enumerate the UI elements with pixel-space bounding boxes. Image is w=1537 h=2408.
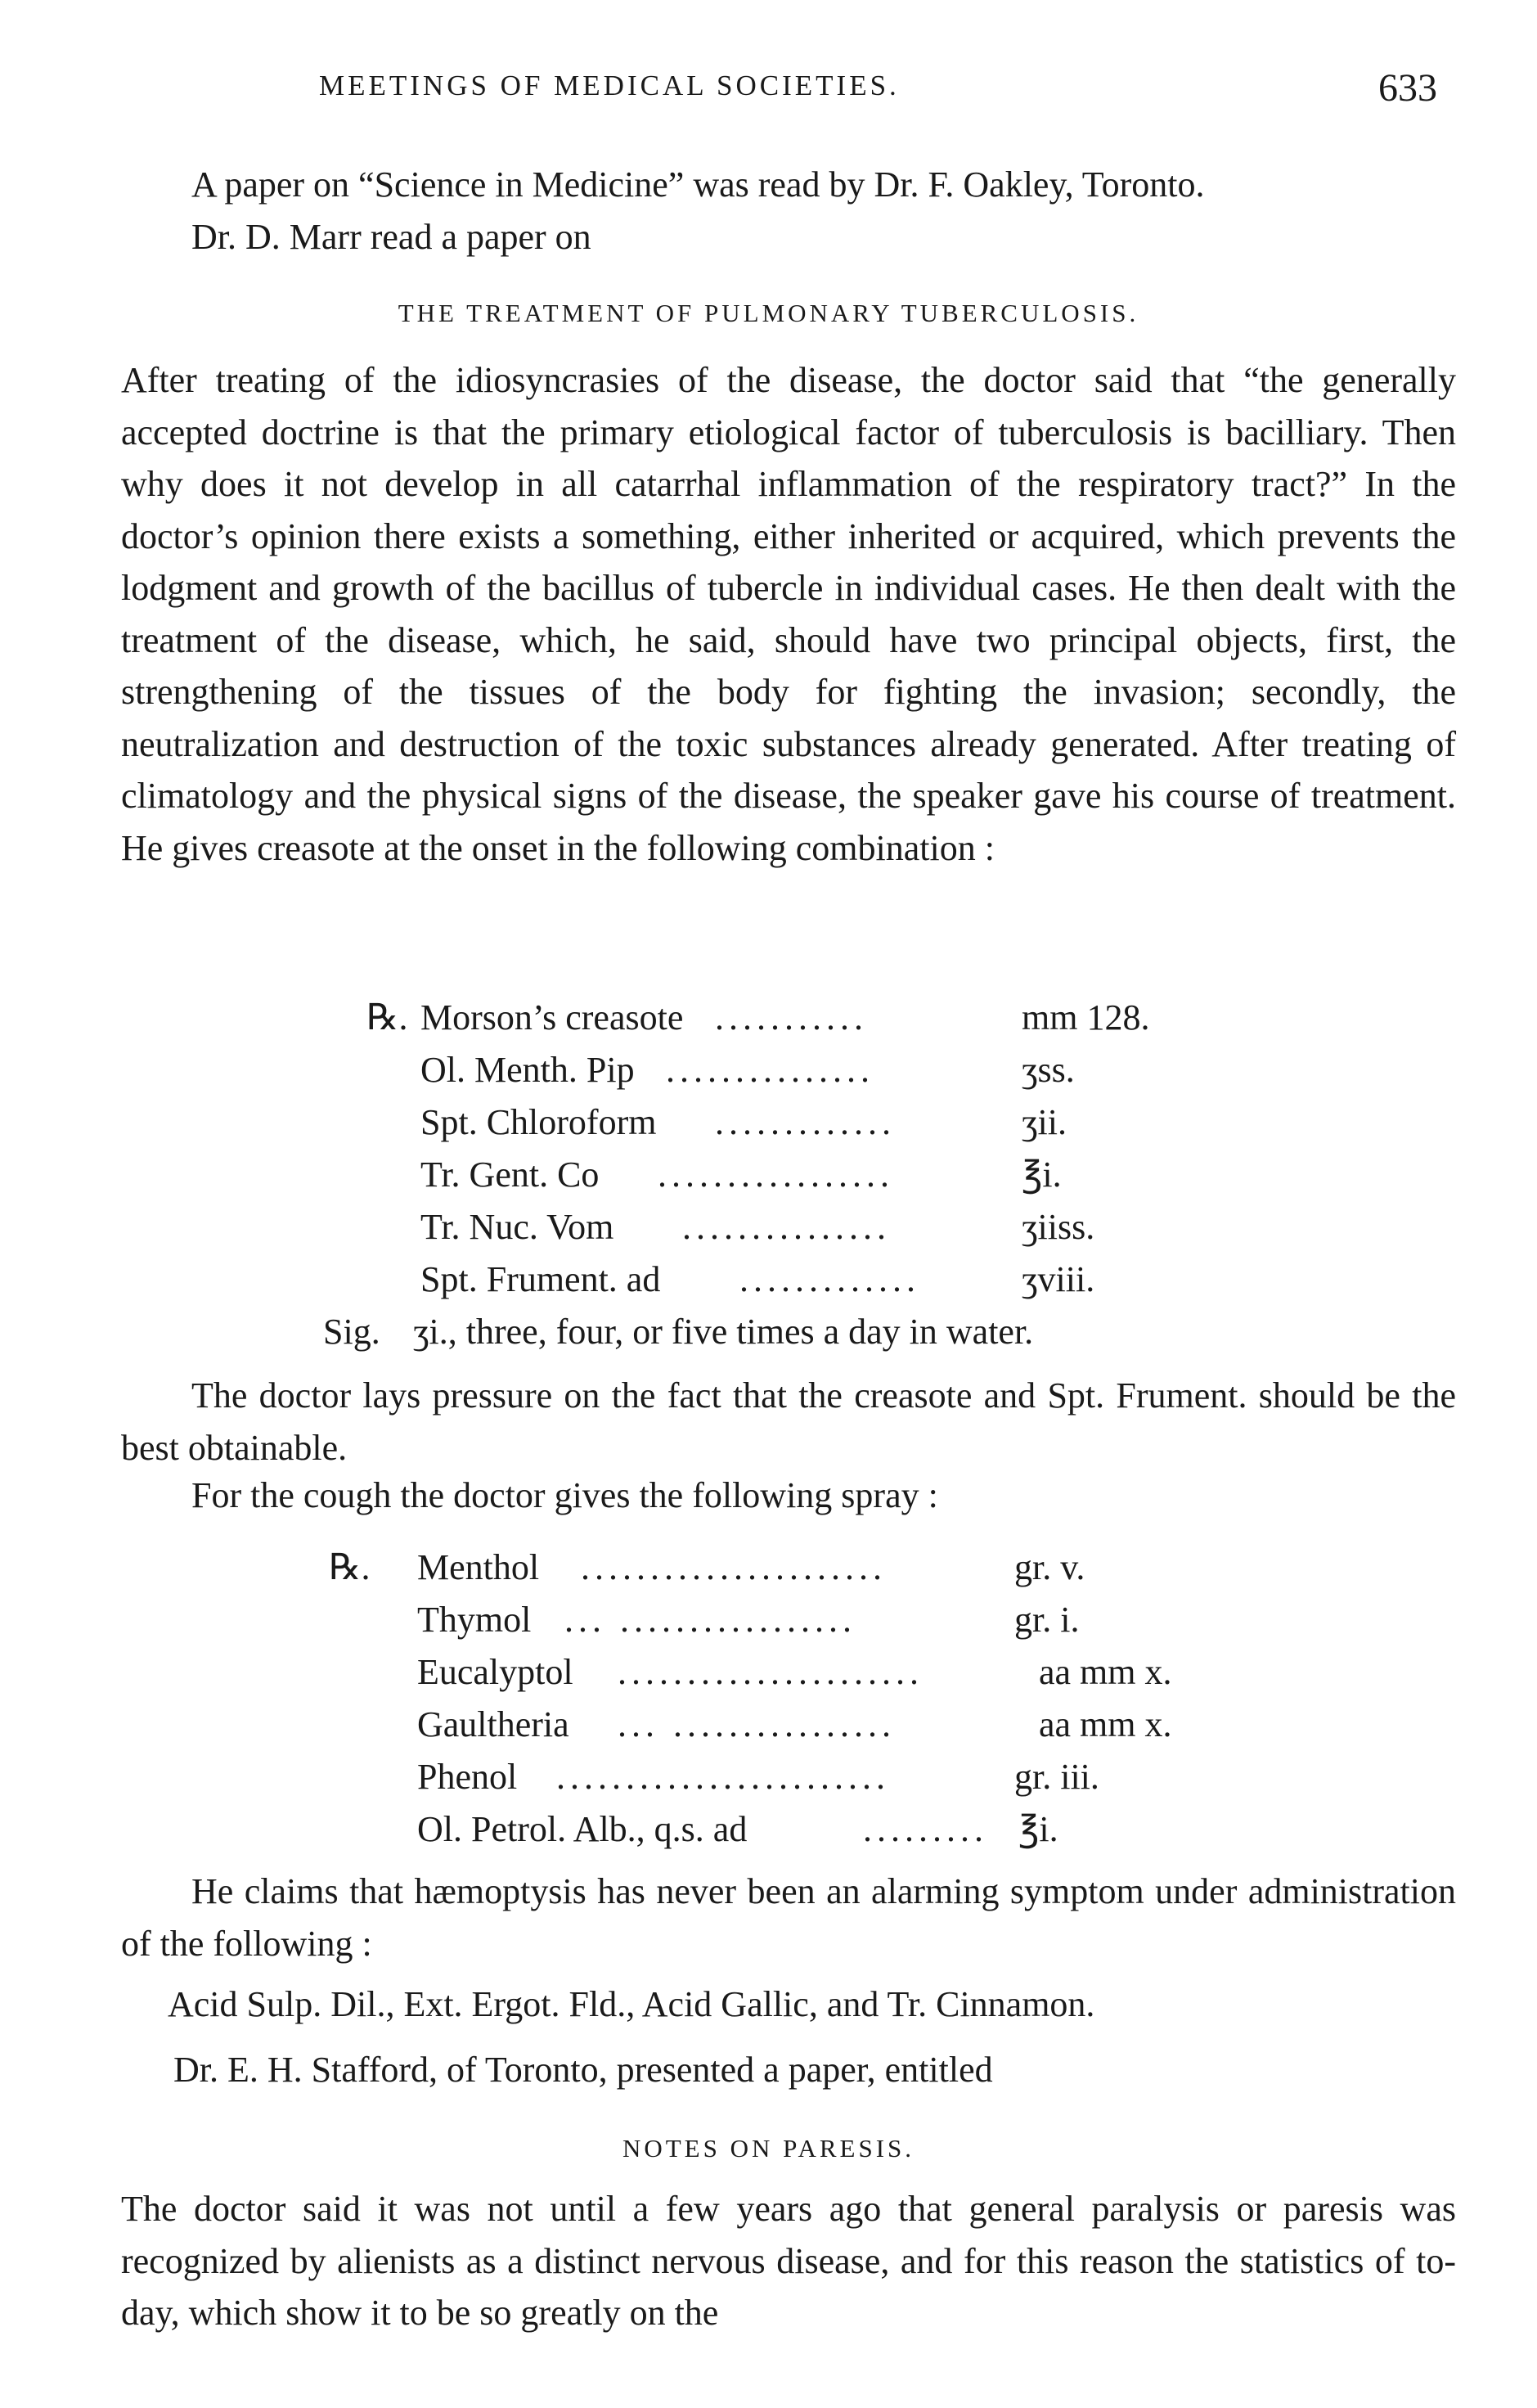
rx-leader-dots: ........................ [556,1757,890,1797]
rx-leader-dots: ...................... [618,1652,924,1692]
rx-symbol-creasote: ℞. [366,997,408,1037]
rx-ingredient: Tr. Gent. Co [420,1154,600,1195]
rx-amount: ℥i. [1022,1154,1062,1195]
rx-leader-dots: ............... [666,1050,874,1090]
rx-leader-dots: ...................... [581,1547,887,1587]
paragraph-haemoptysis: He claims that hæmoptysis has never been an alarming symptom under administration of the following : [121,1871,1456,1964]
rx-leader-dots: ............. [739,1259,920,1299]
rx-item [420,1258,1198,1311]
rx-leader-dots: ... ................ [618,1704,896,1744]
rx-item [417,1599,1194,1651]
page-number: 633 [1378,66,1437,110]
stafford-presentation-line: Dr. E. H. Stafford, of Toronto, presented a paper, entitled [173,2050,993,2090]
rx-amount: gr. i. [1014,1600,1080,1640]
section-heading-tuberculosis: THE TREATMENT OF PULMONARY TUBERCULOSIS. [398,299,1139,327]
rx-item [420,1049,1198,1101]
rx-ingredient: Phenol [417,1757,518,1797]
paragraph-creasote-quality: The doctor lays pressure on the fact that the creasote and Spt. Frument. should be the best obtainable. [121,1375,1456,1468]
rx-leader-dots: ............. [715,1102,896,1142]
rx-item [420,1101,1198,1154]
rx-item [417,1808,1194,1861]
rx-amount: ℥i. [1018,1809,1058,1849]
intro-line-marr: Dr. D. Marr read a paper on [191,217,591,257]
rx-ingredient: Morson’s creasote [420,997,684,1037]
rx-ingredient: Ol. Menth. Pip [420,1050,635,1090]
paragraph-paresis: The doctor said it was not until a few years ago that general paralysis or paresis was recognized by alienists as a distinct nervous disease, and for this reason the statistics of to-day, which show it to be so greatly on the [121,2189,1456,2333]
spray-intro-line: For the cough the doctor gives the following spray : [191,1475,938,1515]
rx-ingredient: Tr. Nuc. Vom [420,1207,614,1247]
rx-ingredient: Menthol [417,1547,540,1587]
rx-amount: gr. v. [1014,1547,1085,1587]
rx-item [417,1704,1194,1756]
rx-item [417,1756,1194,1808]
section-heading-paresis: NOTES ON PARESIS. [622,2134,915,2163]
rx-leader-dots: ........... [715,997,868,1037]
rx-amount: gr. iii. [1014,1757,1099,1797]
rx-signa-label: Sig. [323,1312,380,1352]
running-head: MEETINGS OF MEDICAL SOCIETIES. [319,70,900,101]
rx-amount: ʒss. [1022,1050,1075,1090]
rx-item [420,1206,1198,1258]
rx-item [417,1546,1194,1599]
rx-leader-dots: ................. [658,1154,894,1195]
rx-item [420,997,1198,1049]
haemoptysis-remedies-line: Acid Sulp. Dil., Ext. Ergot. Fld., Acid Gallic, and Tr. Cinnamon. [168,1984,1095,2024]
rx-amount: ʒviii. [1022,1259,1095,1299]
rx-amount: ʒiiss. [1022,1207,1095,1247]
rx-ingredient: Spt. Chloroform [420,1102,657,1142]
rx-amount: aa mm x. [1039,1652,1172,1692]
rx-ingredient: Eucalyptol [417,1652,573,1692]
paragraph-tuberculosis-treatment: After treating of the idiosyncrasies of the disease, the doctor said that “the generally accepted doctrine is that the primary etiological factor of tuberculosis is bacilliary. Then why does it not develop in all catarrhal inflammation of the respiratory tract?” In the doctor’s opinion there exists a something, either inherited or acquired, which prevents the lodgment and growth of the bacillus of tubercle in individual cases. He then dealt with the treatment of the disease, which, he said, should have two principal objects, first, the strengthening of the tissues of the body for fighting the invasion; secondly, the neutralization and destruction of the toxic substances already generated. After treating of climatology and the physical signs of the disease, the speaker gave his course of treatment. He gives creasote at the onset in the following combination : [121,360,1456,868]
intro-line-oakley: A paper on “Science in Medicine” was read by Dr. F. Oakley, Toronto. [191,164,1205,205]
rx-leader-dots: ... ................. [564,1600,856,1640]
rx-ingredient: Spt. Frument. ad [420,1259,661,1299]
rx-ingredient: Ol. Petrol. Alb., q.s. ad [417,1809,748,1849]
rx-amount: mm 128. [1022,997,1150,1037]
rx-item [417,1651,1194,1704]
rx-leader-dots: ......... [863,1809,988,1849]
rx-amount: ʒii. [1022,1102,1067,1142]
rx-ingredient: Thymol [417,1600,532,1640]
rx-symbol-spray: ℞. [329,1547,371,1587]
rx-item [420,1154,1198,1206]
rx-signa-directions: ʒi., three, four, or five times a day in water. [413,1312,1034,1352]
rx-leader-dots: ............... [682,1207,891,1247]
rx-amount: aa mm x. [1039,1704,1172,1744]
rx-ingredient: Gaultheria [417,1704,569,1744]
